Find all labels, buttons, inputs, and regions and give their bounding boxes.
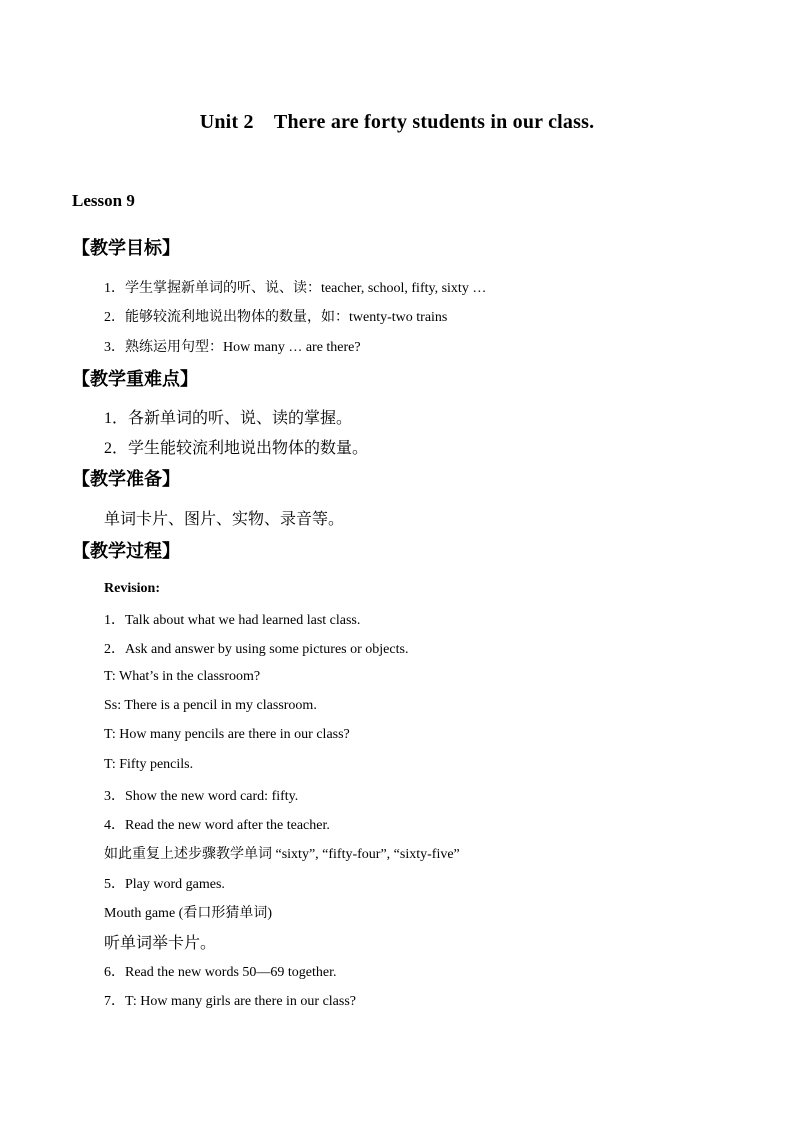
section-heading-process: 【教学过程】: [72, 541, 180, 561]
goal-item: 1．学生掌握新单词的听、说、读：teacher, school, fifty, sixty …: [104, 281, 487, 296]
lesson-heading: Lesson 9: [72, 191, 135, 210]
key-point-item: 1．各新单词的听、说、读的掌握。: [104, 410, 353, 427]
process-line: 3．Show the new word card: fifty.: [104, 789, 299, 804]
process-line: Revision:: [104, 581, 160, 596]
goal-item: 3．熟练运用句型：How many … are there?: [104, 340, 361, 355]
process-line: T: How many pencils are there in our class?: [104, 727, 350, 742]
process-line: 听单词举卡片。: [104, 935, 217, 952]
section-heading-preparation: 【教学准备】: [72, 469, 180, 489]
process-line: 1．Talk about what we had learned last class.: [104, 613, 361, 628]
process-line: 7．T: How many girls are there in our class?: [104, 994, 357, 1009]
process-line: T: What’s in the classroom?: [104, 669, 261, 684]
preparation-text: 单词卡片、图片、实物、录音等。: [104, 511, 345, 528]
process-line: 如此重复上述步骤教学单词 “sixty”, “fifty-four”, “sixty-five”: [104, 847, 460, 862]
process-line: 6．Read the new words 50—69 together.: [104, 965, 337, 980]
process-line: 4．Read the new word after the teacher.: [104, 818, 330, 833]
process-line: Ss: There is a pencil in my classroom.: [104, 698, 317, 713]
process-line: T: Fifty pencils.: [104, 757, 194, 772]
process-line: Mouth game (看口形猜单词): [104, 906, 272, 921]
section-heading-goals: 【教学目标】: [72, 238, 180, 258]
section-heading-key-points: 【教学重难点】: [72, 369, 198, 389]
key-point-item: 2．学生能较流利地说出物体的数量。: [104, 440, 369, 457]
process-line: 5．Play word games.: [104, 877, 225, 892]
goal-item: 2．能够较流利地说出物体的数量，如：twenty-two trains: [104, 310, 448, 325]
page-title: Unit 2 There are forty students in our class.: [199, 111, 595, 133]
process-line: 2．Ask and answer by using some pictures or objects.: [104, 642, 409, 657]
